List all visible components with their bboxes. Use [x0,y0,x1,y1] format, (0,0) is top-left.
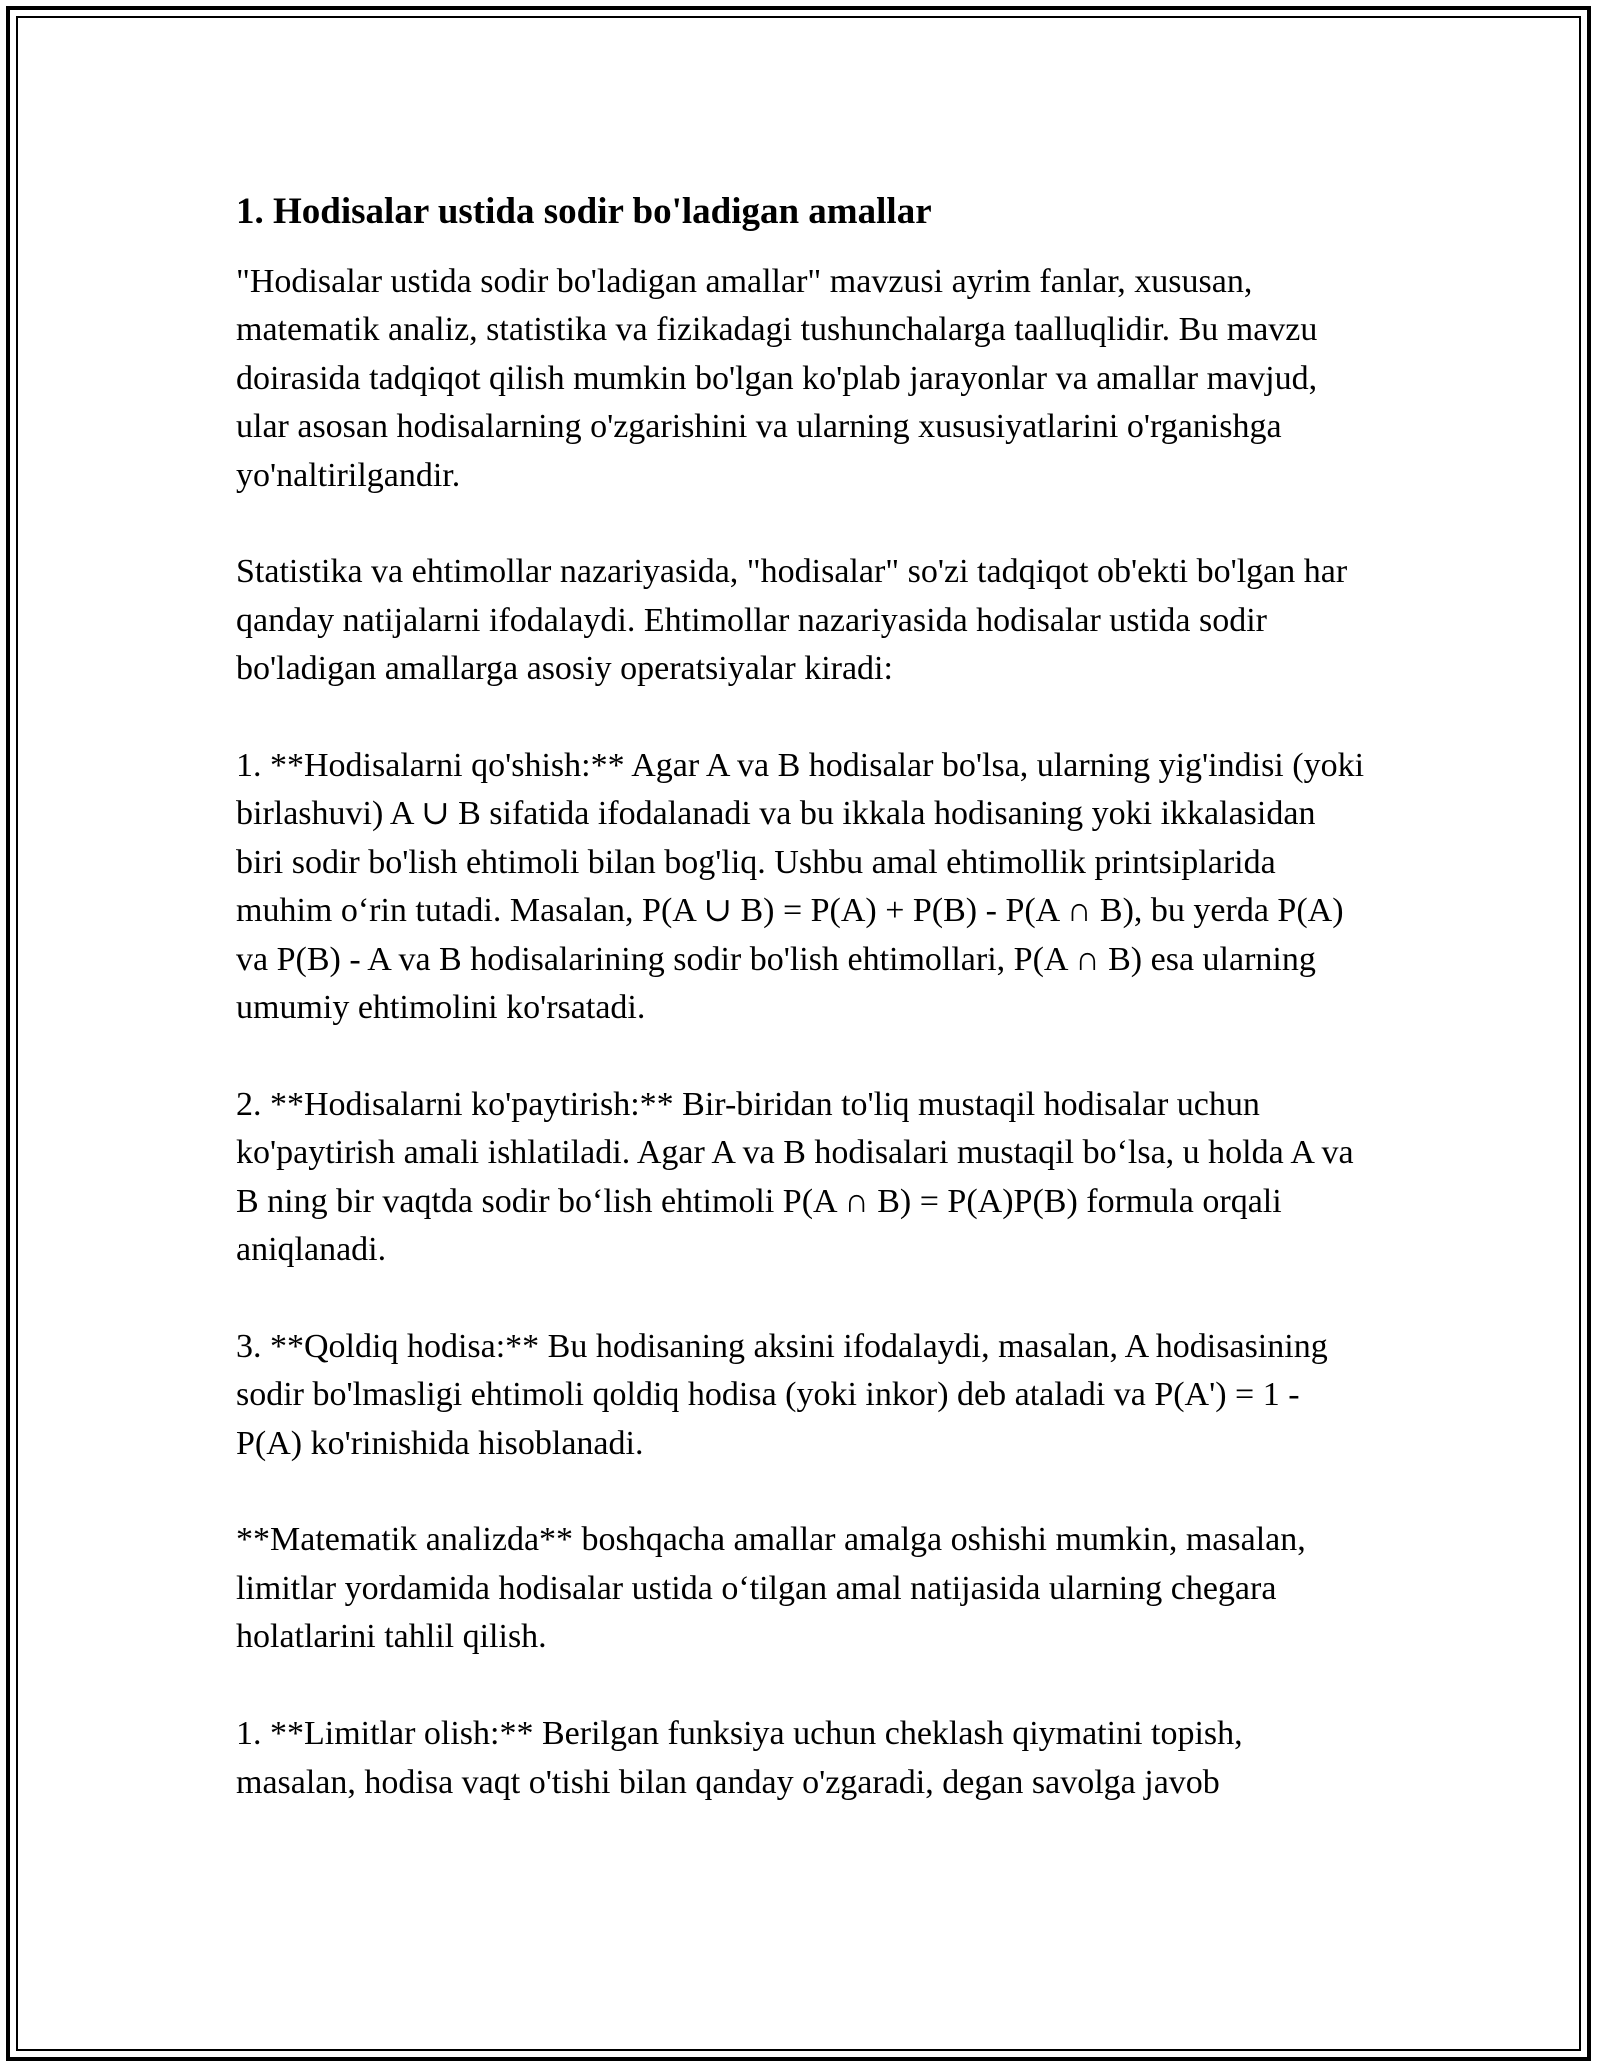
document-body [236,188,1364,1807]
paragraph-statistics: Statistika va ehtimollar nazariyasida, "hodisalar" so'zi tadqiqot ob'ekti bo'lgan har qanday natijalarni ifodalaydi. Ehtimollar nazariyasida hodisalar ustida sodir bo'ladigan amallarga asosiy operatsiyalar kiradi: [236,553,1348,688]
paragraph-multiplication: 2. **Hodisalarni ko'paytirish:** Bir-biridan to'liq mustaqil hodisalar uchun ko'paytirish amali ishlatiladi. Agar A va B hodisalari mustaqil bo‘lsa, u holda A va B ning bir vaqtda sodir bo‘lish ehtimoli P(A ∩ B) = P(A)P(B) formula orqali aniqlanadi. [236,1085,1354,1269]
paragraph-intro: "Hodisalar ustida sodir bo'ladigan amallar" mavzusi ayrim fanlar, xususan, matematik analiz, statistika va fizikadagi tushunchalarga taalluqlidir. Bu mavzu doirasida tadqiqot qilish mumkin bo'lgan ko'plab jarayonlar va amallar mavjud, ular asosan hodisalarning o'zgarishini va ularning xususiyatlarini o'rganishga yo'naltirilgandir. [236,263,1318,494]
paragraph-analysis: **Matematik analizda** boshqacha amallar amalga oshishi mumkin, masalan, limitlar yordamida hodisalar ustida o‘tilgan amal natijasida ularning chegara holatlarini tahlil qilish. [236,1521,1306,1656]
document-title: 1. Hodisalar ustida sodir bo'ladigan amallar [236,191,932,232]
paragraph-limits: 1. **Limitlar olish:** Berilgan funksiya uchun cheklash qiymatini topish, masalan, hodisa vaqt o'tishi bilan qanday o'zgaradi, degan savolga javob [236,1715,1243,1801]
paragraph-complement: 3. **Qoldiq hodisa:** Bu hodisaning aksini ifodalaydi, masalan, A hodisasining sodir bo'lmasligi ehtimoli qoldiq hodisa (yoki inkor) deb ataladi va P(A') = 1 - P(A) ko'rinishida hisoblanadi. [236,1327,1328,1462]
paragraph-addition: 1. **Hodisalarni qo'shish:** Agar A va B hodisalar bo'lsa, ularning yig'indisi (yoki birlashuvi) A ∪ B sifatida ifodalanadi va bu ikkala hodisaning yoki ikkalasidan biri sodir bo'lish ehtimoli bilan bog'liq. Ushbu amal ehtimollik printsiplarida muhim o‘rin tutadi. Masalan, P(A ∪ B) = P(A) + P(B) - P(A ∩ B), bu yerda P(A) va P(B) - A va B hodisalarining sodir bo'lish ehtimollari, P(A ∩ B) esa ularning umumiy ehtimolini ko'rsatadi. [236,747,1365,1027]
